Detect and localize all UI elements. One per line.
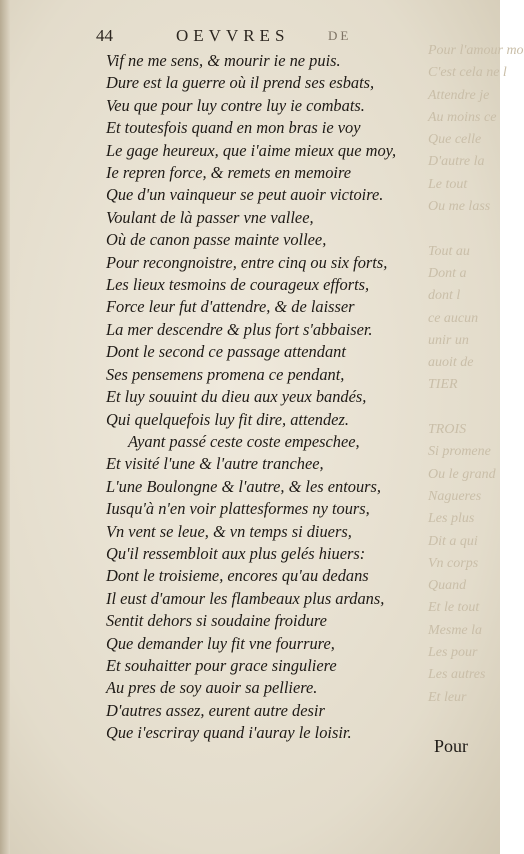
bleed-line: Ou le grand: [428, 466, 496, 482]
verse-line: D'autres assez, eurent autre desir: [106, 700, 325, 720]
verse-line: Que i'escriray quand i'auray le loisir.: [106, 723, 352, 743]
verse-line: Pour recongnoistre, entre cinq ou six forts,: [106, 252, 388, 272]
bleed-line: dont l: [428, 288, 461, 304]
verse-line: Ayant passé ceste coste empeschee,: [128, 431, 360, 451]
bleed-line: [428, 397, 500, 419]
verse-line: Que d'un vainqueur se peut auoir victoire.: [106, 185, 384, 205]
bleed-line: Mesme la: [428, 622, 483, 638]
bleed-line: Nagueres: [428, 488, 482, 504]
header-title-continuation: DE: [328, 28, 352, 43]
verse-line: Veu que pour luy contre luy ie combats.: [106, 95, 365, 115]
verse-line: Et luy souuint du dieu aux yeux bandés,: [106, 387, 367, 407]
bleed-line: Et leur: [428, 689, 467, 705]
bleed-line: Que celle: [428, 132, 482, 148]
verse-line: Que demander luy fit vne fourrure,: [106, 633, 335, 653]
verse-line: Il eust d'amour les flambeaux plus ardans,: [106, 588, 385, 608]
verse-line: Les lieux tesmoins de courageux efforts,: [106, 275, 370, 295]
verse-line: Dont le troisieme, encores qu'au dedans: [106, 566, 369, 586]
bleed-line: ce aucun: [428, 310, 479, 326]
verse-line: L'une Boulongne & l'autre, & les entours,: [106, 476, 382, 496]
verse-line: Et toutesfois quand en mon bras ie voy: [106, 118, 361, 138]
bleed-line: Et le tout: [428, 600, 480, 616]
header-title: OEVVRES: [176, 26, 290, 45]
bleed-line: Les plus: [428, 511, 475, 527]
bleed-line: Au moins ce: [428, 109, 497, 125]
verse-line: Et souhaitter pour grace singuliere: [106, 655, 337, 675]
verse-line: Sentit dehors si soudaine froidure: [106, 611, 327, 631]
bleed-line: Le tout: [428, 176, 468, 192]
bleed-line: Quand: [428, 578, 467, 594]
verse-line: Et visité l'une & l'autre tranchee,: [106, 454, 324, 474]
bleed-line: Si promene: [428, 444, 491, 460]
verse-line: Voulant de là passer vne vallee,: [106, 207, 314, 227]
verse-line: Le gage heureux, que i'aime mieux que moy,: [106, 140, 397, 160]
bleed-line: [428, 218, 500, 240]
poem-body: [106, 50, 436, 745]
page-number: 44: [96, 26, 113, 45]
bleed-line: unir un: [428, 332, 469, 348]
bleed-line: Vn corps: [428, 555, 479, 571]
bleed-line: Ou me lass: [428, 199, 491, 215]
bleed-through-text: [428, 40, 524, 740]
verse-line: Au pres de soy auoir sa pelliere.: [106, 678, 318, 698]
verse-line: La mer descendre & plus fort s'abbaiser.: [106, 319, 373, 339]
bleed-line: TIER: [428, 377, 458, 393]
verse-line: Iusqu'à n'en voir plattesformes ny tours,: [106, 499, 370, 519]
bleed-line: Pour l'amour mo: [428, 43, 524, 58]
bleed-line: D'autre la: [428, 154, 485, 170]
bleed-line: TROIS: [428, 422, 467, 438]
bleed-line: Les autres: [428, 667, 486, 683]
verse-line: Qu'il ressembloit aux plus gelés hiuers:: [106, 543, 366, 563]
bleed-line: Dit a qui: [428, 533, 478, 549]
bleed-line: Tout au: [428, 243, 470, 259]
verse-line: Ie repren force, & remets en memoire: [106, 163, 352, 183]
verse-line: Où de canon passe mainte vollee,: [106, 230, 327, 250]
verse-line: Dure est la guerre où il prend ses esbats,: [106, 73, 375, 93]
bleed-line: auoit de: [428, 355, 474, 371]
page-gutter-shadow: [0, 0, 10, 854]
bleed-line: C'est cela ne l: [428, 65, 507, 81]
verse-line: Ses pensemens promena ce pendant,: [106, 364, 345, 384]
bleed-line: Les pour: [428, 645, 478, 661]
verse-line: Dont le second ce passage attendant: [106, 342, 346, 362]
verse-line: Force leur fut d'attendre, & de laisser: [106, 297, 355, 317]
catchword: Pour: [434, 736, 469, 756]
bleed-line: Dont a: [428, 265, 467, 281]
verse-line: Vif ne me sens, & mourir ie ne puis.: [106, 51, 341, 70]
verse-line: Vn vent se leue, & vn temps si diuers,: [106, 521, 352, 541]
verse-line: Qui quelquefois luy fit dire, attendez.: [106, 409, 349, 429]
bleed-line: Attendre je: [428, 87, 490, 103]
